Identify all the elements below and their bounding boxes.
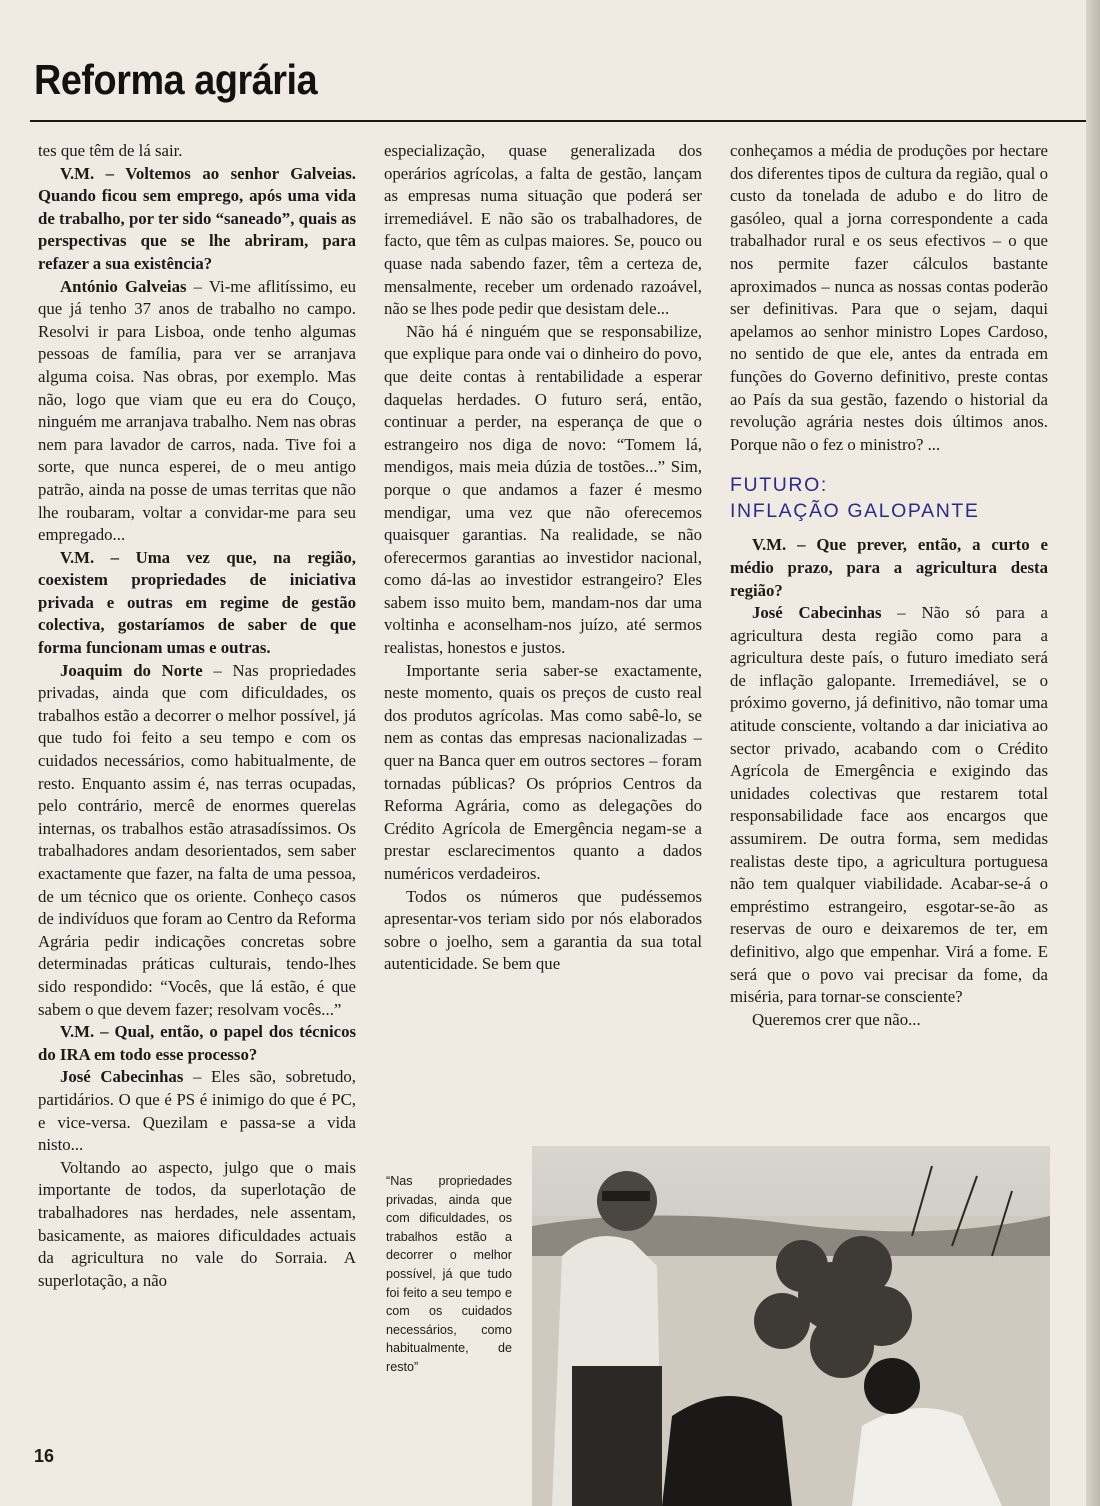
speaker-name: José Cabecinhas <box>60 1067 184 1087</box>
pull-quote: “Nas propriedades privadas, ainda que com dificuldades, os trabalhos estão a decorrer o melhor possível, já que tudo foi feito a seu tempo e com os cuidados necessários, como habitualmente, de resto” <box>386 1174 512 1374</box>
paragraph-text: tes que têm de lá sair. <box>38 141 183 160</box>
question-text: – Uma vez que, na região, coexistem propriedades de iniciativa privada e outras em regime de gestão colectiva, gostaríamos de saber de que forma funcionam umas e outras. <box>38 547 356 658</box>
paragraph-text: conheçamos a média de produções por hectare dos diferentes tipos de cultura da região, qual o custo da tonelada de adubo e do litro de gasóleo, qual a jorna correspondente a cada trabalhador rural e os seus efectivos – o que nos permite fazer cálculos bastante aproximados – nunca as nossas contas poderão ser definitivas. Para que o sejam, daqui apelamos ao senhor ministro Lopes Cardoso, no sentido de que ele, antes da entrada em funções do Governo definitivo, preste contas ao País da sua gestão, fazendo o historial da revolução agrária nestes dois últimos anos. Porque não o fez o ministro? ... <box>730 141 1048 454</box>
page-edge <box>1086 0 1100 1506</box>
article-paragraph <box>730 602 1048 1009</box>
article-paragraph <box>730 140 1048 456</box>
speaker-name: António Galveias <box>60 276 187 296</box>
question-text: – Que prever, então, a curto e médio prazo, para a agricultura desta região? <box>730 535 1048 600</box>
article-paragraph <box>38 547 356 660</box>
article-paragraph <box>730 534 1048 602</box>
article-photo <box>532 1146 1050 1506</box>
subhead-line: FUTURO: <box>730 474 828 497</box>
article-column-3 <box>730 140 1048 1031</box>
speaker-name: Joaquim do Norte <box>60 660 203 680</box>
article-paragraph <box>38 1021 356 1066</box>
article-paragraph <box>38 140 356 163</box>
section-subhead <box>730 472 1048 524</box>
page-title: Reforma agrária <box>34 56 318 103</box>
article-paragraph <box>384 660 702 886</box>
paragraph-text: Voltando ao aspecto, julgo que o mais importante de todos, da superlotação de trabalhadores nas herdades, nele assentam, basicamente, as maiores dificuldades actuais da agricultura no vale do Sorraia. A superlotação, a não <box>38 1157 356 1290</box>
paragraph-text: Não há é ninguém que se responsabilize, que explique para onde vai o dinheiro do povo, que deite contas à rentabilidade a esperar daquelas herdades. O futuro será, então, continuar a perder, na esperança de que o estrangeiro nos diga de novo: “Tomem lá, mendigos, mais meia dúzia de tostões...” Sim, porque o que andamos a fazer é mesmo mendigar, uma vez que não oferecemos quaisquer garantias. Na realidade, se não oferecermos garantias ao investidor nacional, como dá-las ao investidor estrangeiro? Eles sabem isso muito bem, mandam-nos dar uma voltinha e aconselham-nos juízo, até sermos realistas, honestos e justos. <box>384 321 702 658</box>
speaker-name: V.M. <box>60 547 95 567</box>
paragraph-text: Todos os números que pudéssemos apresentar-vos teriam sido por nós elaborados sobre o joelho, sem a garantia da sua total autenticidade. Se bem que <box>384 886 702 974</box>
paragraph-text: – Não só para a agricultura desta região como para a agricultura deste país, o futuro imediato será de inflação galopante. Irremediável, se o próximo governo, já definitivo, não tomar uma atitude consciente, voltando a dar iniciativa ao sector privado, acabando com o Crédito Agrícola de Emergência e exigindo das unidades colectivas que restarem total responsabilidade face aos encargos que assumirem. De outra forma, sem medidas realistas deste tipo, a agricultura portuguesa não tem qualquer viabilidade. Acabar-se-á o empréstimo estrangeiro, esgotar-se-ão as reservas de ouro e deixaremos de ter, em definitivo, algo que empenhar. Virá a fome. E será que o povo vai precisar da fome, da miséria, para tornar-se consciente? <box>730 603 1048 1007</box>
title-rule <box>30 120 1100 122</box>
article-paragraph <box>38 1066 356 1156</box>
article-paragraph <box>38 276 356 547</box>
question-text: – Voltemos ao senhor Galveias. Quando ficou sem emprego, após uma vida de trabalho, por ter sido “saneado”, quais as perspectivas que se lhe abriram, para refazer a sua existência? <box>38 163 356 273</box>
paragraph-text: – Vi-me aflitíssimo, eu que já tenho 37 anos de trabalho no campo. Resolvi ir para Lisboa, onde tenho algumas pessoas de família, para ver se arranjava alguma coisa. Nas obras, por exemplo. Mas não, logo que viam que eu era do Couço, ninguém me arranjava trabalho. Nem nas obras nem para lavador de carros, nada. Tive foi a sorte, que nunca esperei, de o meu antigo patrão, ainda na posse de umas territas que não lhe roubaram, voltar a convidar-me para seu empregado... <box>38 276 356 545</box>
paragraph-text: – Nas propriedades privadas, ainda que com dificuldades, os trabalhos estão a decorrer o melhor possível, já que tudo foi feito a seu tempo e com os cuidados necessários, como habitualmente, de resto. Enquanto assim é, nas terras ocupadas, pelo contrário, mercê de enormes querelas internas, os trabalhos estão atrasadíssimos. Os trabalhadores andam desorientados, sem saber exactamente que fazer, na falta de uma pessoa, de um técnico que os oriente. Conheço casos de indivíduos que foram ao Centro da Reforma Agrária pedir indicações concretas sobre determinadas práticas culturais, tendo-lhes sido respondido: “Vocês, que lá estão, é que sabem o que devem fazer; resolvam vocês...” <box>38 660 356 1019</box>
article-paragraph <box>38 1157 356 1293</box>
article-paragraph <box>730 1009 1048 1032</box>
article-paragraph <box>38 660 356 1022</box>
article-paragraph <box>38 163 356 276</box>
speaker-name: V.M. <box>60 1022 95 1042</box>
article-paragraph <box>384 321 702 660</box>
article-paragraph <box>384 140 702 321</box>
question-text: – Qual, então, o papel dos técnicos do IRA em todo esse processo? <box>38 1022 356 1064</box>
speaker-name: V.M. <box>60 163 95 183</box>
paragraph-text: especialização, quase generalizada dos operários agrícolas, a falta de gestão, lançam as empresas numa situação que poderá ser irremediável. E não são os trabalhadores, de facto, que têm as culpas maiores. Se, pouco ou quase nada sabendo fazer, têm a certeza de, mensalmente, receber um ordenado razoável, não se lhes pode pedir que desistam dele... <box>384 141 702 319</box>
speaker-name: José Cabecinhas <box>752 603 882 623</box>
paragraph-text: Queremos crer que não... <box>752 1009 921 1029</box>
speaker-name: V.M. <box>752 535 787 555</box>
article-paragraph <box>384 886 702 976</box>
article-column-1 <box>38 140 356 1292</box>
page-number: 16 <box>34 1446 55 1466</box>
paragraph-text: Importante seria saber-se exactamente, neste momento, quais os preços de custo real dos produtos agrícolas. Mas como sabê-lo, se nem as contas das empresas nacionalizadas – quer na Banca quer em outros sectores – foram tornadas públicas? Os próprios Centros da Reforma Agrária, como as delegações do Crédito Agrícola de Emergência negam-se a prestar esclarecimentos quanto a dados numéricos verdadeiros. <box>384 660 702 883</box>
paragraph-text: – Eles são, sobretudo, partidários. O que é PS é inimigo do que é PC, e vice-versa. Quezilam e passa-se a vida nisto... <box>38 1067 356 1155</box>
subhead-line: INFLAÇÃO GALOPANTE <box>730 500 980 523</box>
article-column-2 <box>384 140 702 976</box>
